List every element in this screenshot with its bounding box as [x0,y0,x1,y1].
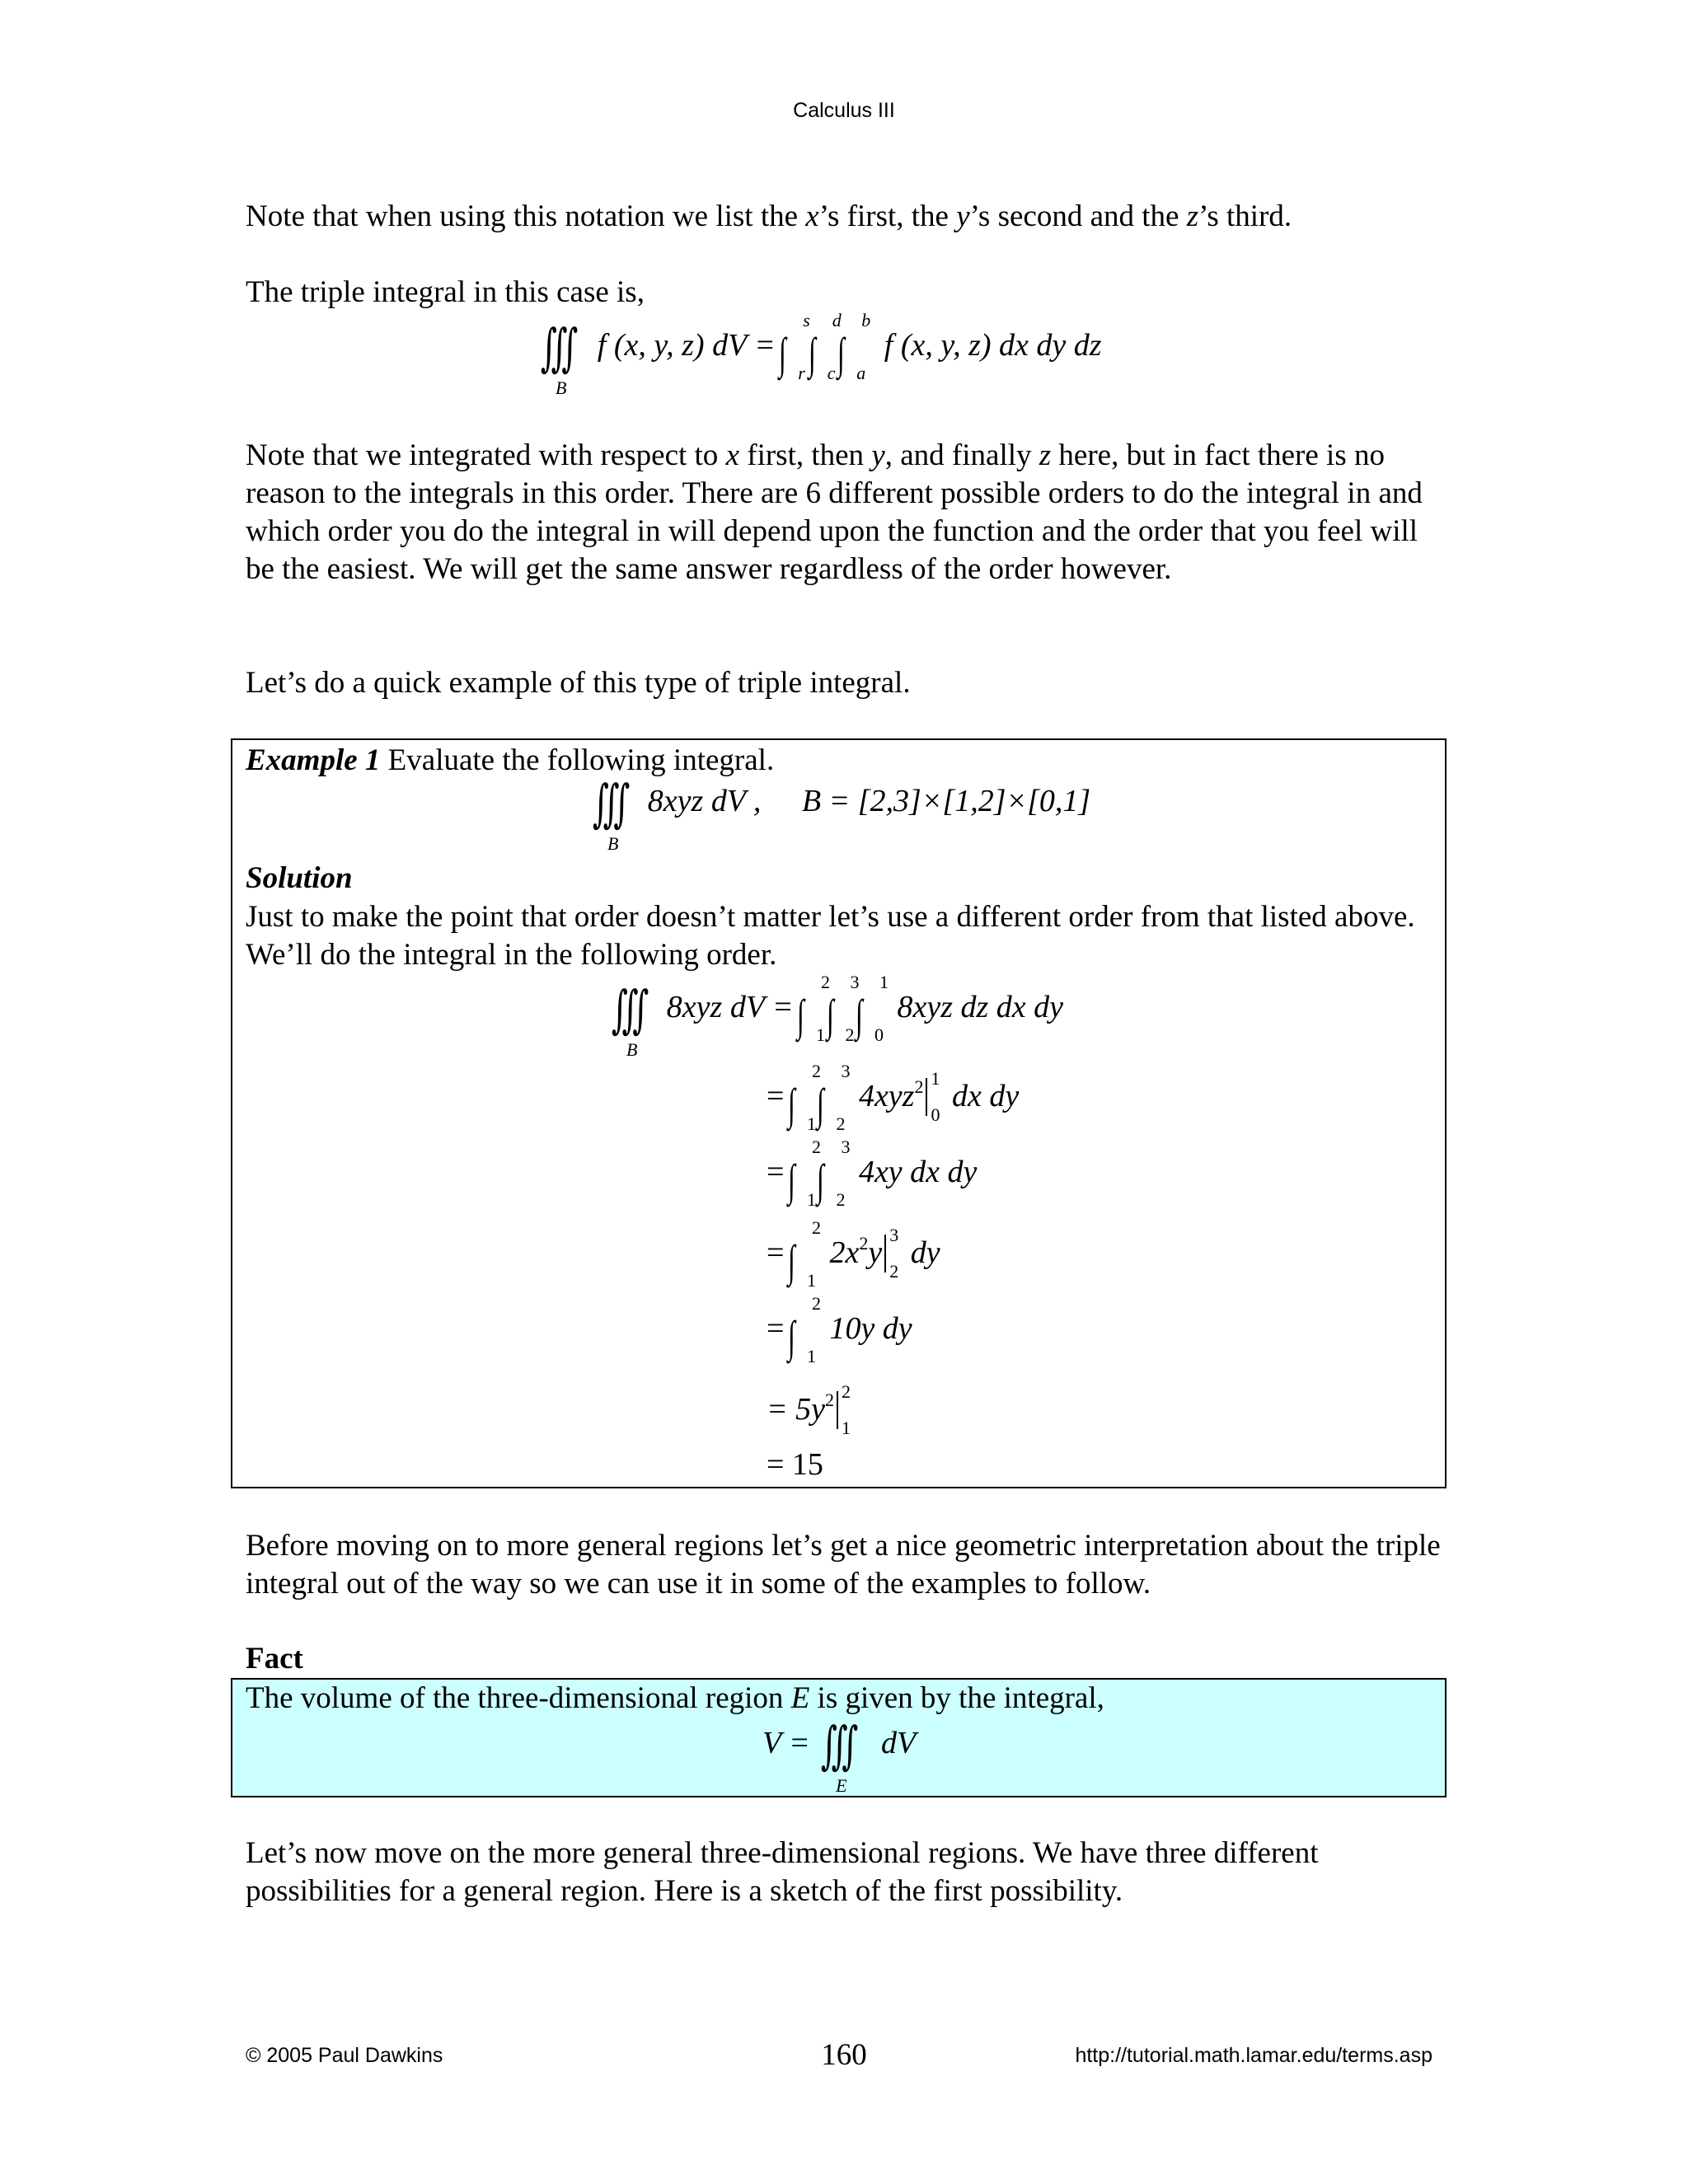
triple-integral-formula: ∭ B f (x, y, z) dV = ∫ s r ∫ d c ∫ b a f (x, y, z) dx dy dz [540,310,1102,398]
geometric-interpretation-paragraph: Before moving on to more general regions let’s get a nice geometric interpretation about the triple integral out of the way so we can use it in some of the examples to follow. [246,1529,1441,1601]
step-1: ∭ B 8xyz dV = ∫ 2 1 ∫ 3 2 ∫ 1 0 8xyz dz dx dy [611,972,1064,1060]
example-intro: Let’s do a quick example of this type of triple integral. [246,666,911,700]
step-4: = ∫ 2 1 $2x^2y$ 3 2 dy [767,1217,940,1291]
step-6: = $5y^2$ 2 1 [767,1381,851,1438]
triple-integral-intro: The triple integral in this case is, [246,275,645,309]
order-note-paragraph: Note that we integrated with respect to x first, then y, and finally z here, but in fact there is no reason to the integrals in this order. There are 6 different possible orders to do the integral in and which order you do the integral in will depend upon the function and the order that you feel will be the easiest. We will get the same answer regardless of the order however. [246,438,1423,586]
footer-url: http://tutorial.math.lamar.edu/terms.asp [1075,2044,1432,2067]
intro-note: Note that when using this notation we list the x’s first, the y’s second and the z’s third. [246,199,1292,233]
solution-label: Solution [246,861,353,895]
fact-label: Fact [246,1642,303,1675]
example-heading: Example 1 Evaluate the following integral. [246,743,775,777]
general-regions-paragraph: Let’s now move on the more general three-dimensional regions. We have three different possibilities for a general region. Here is a sketch of the first possibility. [246,1836,1319,1908]
page-header: Calculus III [793,99,895,122]
footer-copyright: © 2005 Paul Dawkins [246,2044,443,2067]
footer-page-number: 160 [821,2038,867,2072]
solution-text: Just to make the point that order doesn’t matter let’s use a different order from that listed above. We’ll do the integral in the following order. [246,900,1415,972]
step-3: = ∫ 2 1 ∫ 3 2 4xy dx dy [767,1137,978,1210]
step-5: = ∫ 2 1 10y dy [767,1293,912,1366]
volume-formula: V = ∭ E dV [762,1718,917,1796]
example-integral: ∭ B 8xyz dV , B = [2,3]×[1,2]×[0,1] [592,776,1091,854]
step-7-result: = 15 [767,1447,823,1482]
fact-text: The volume of the three-dimensional region E is given by the integral, [246,1681,1104,1715]
step-2: = ∫ 2 1 ∫ 3 2 4xyz$^2$ 1 0 dx dy [767,1061,1020,1134]
